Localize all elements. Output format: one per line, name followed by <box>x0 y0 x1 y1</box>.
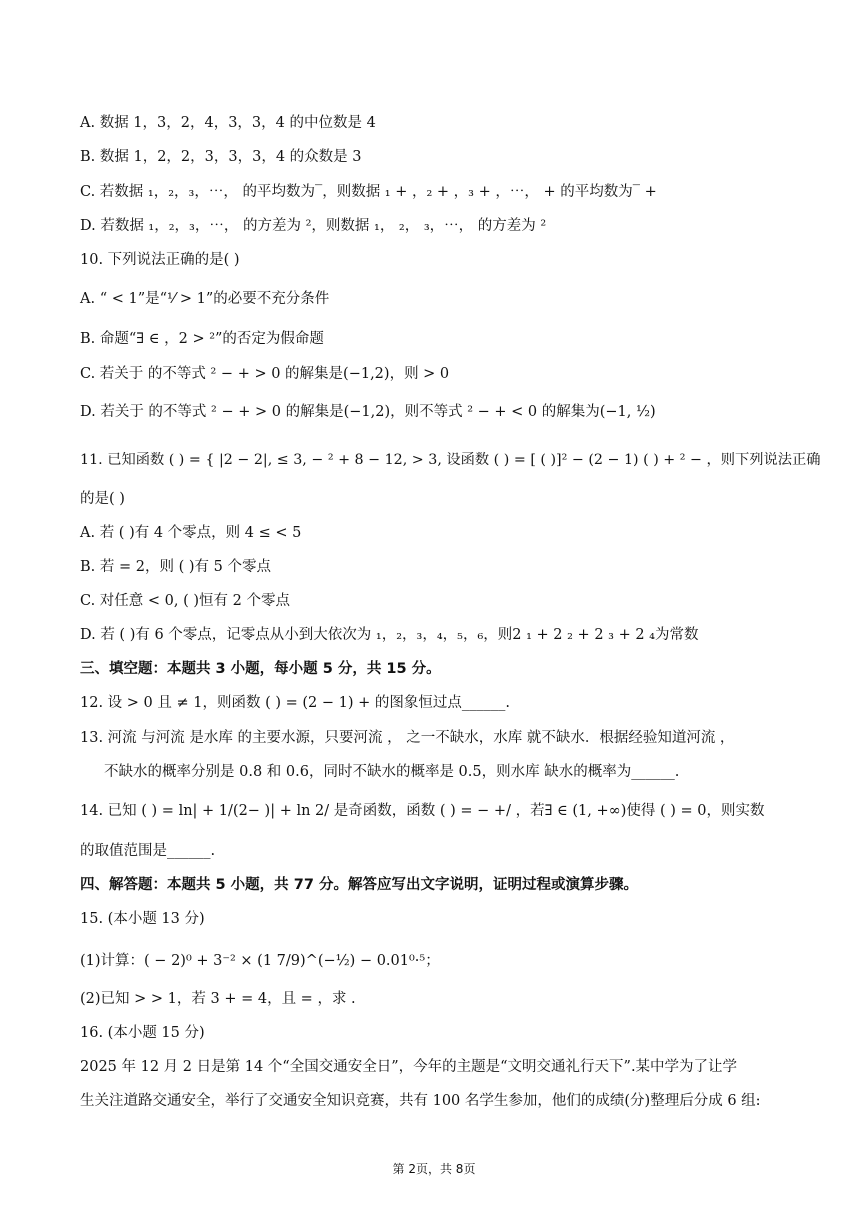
option-11b: B. 若 = 2，则 ( )有 5 个零点 <box>80 559 271 575</box>
option-11c: C. 对任意 < 0, ( )恒有 2 个零点 <box>80 593 290 609</box>
option-10b: B. 命题“∃ ∈ ，2 > ²”的否定为假命题 <box>80 331 324 347</box>
question-11-cont: 的是( ) <box>80 491 125 507</box>
question-16: 16. (本小题 15 分) <box>80 1025 205 1041</box>
option-9d: D. 若数据 ₁，₂，₃，⋯， 的方差为 ²，则数据 ₁， ₂， ₃，⋯， 的方差为 ² <box>80 218 547 234</box>
question-15-part1: (1)计算：( − 2)⁰ + 3⁻² × (1 7/9)^(−½) − 0.01⁰·⁵； <box>80 953 440 969</box>
question-14-cont: 的取值范围是______. <box>80 843 216 859</box>
question-15-part2: (2)已知 > > 1，若 3 + = 4，且 = ，求 . <box>80 991 356 1007</box>
option-9b: B. 数据 1，2，2，3，3，3，4 的众数是 3 <box>80 149 362 165</box>
question-15: 15. (本小题 13 分) <box>80 911 205 927</box>
option-10d: D. 若关于 的不等式 ² − + > 0 的解集是(−1,2)，则不等式 ² − + < 0 的解集为(−1, ½) <box>80 404 656 420</box>
section-3-heading: 三、填空题：本题共 3 小题，每小题 5 分，共 15 分。 <box>80 661 441 677</box>
option-10c: C. 若关于 的不等式 ² − + > 0 的解集是(−1,2)，则 > 0 <box>80 366 450 382</box>
question-10: 10. 下列说法正确的是( ) <box>80 252 240 268</box>
option-9c: C. 若数据 ₁，₂，₃，⋯， 的平均数为‾，则数据 ₁ + ，₂ + ，₃ + ，⋯， + 的平均数为‾ + <box>80 184 657 200</box>
question-12: 12. 设 > 0 且 ≠ 1，则函数 ( ) = (2 − 1) + 的图象恒过点______. <box>80 695 510 711</box>
section-4-heading: 四、解答题：本题共 5 小题，共 77 分。解答应写出文字说明，证明过程或演算步骤。 <box>80 877 638 893</box>
question-14: 14. 已知 ( ) = ln| + 1/(2− )| + ln 2/ 是奇函数，函数 ( ) = − +/ ，若∃ ∈ (1, +∞)使得 ( ) = 0，则实数 <box>80 803 765 819</box>
page-footer: 第 2页，共 8页 <box>392 1162 476 1176</box>
option-10a: A. “ < 1”是“¹⁄ > 1”的必要不充分条件 <box>80 291 330 307</box>
question-13-cont: 不缺水的概率分别是 0.8 和 0.6，同时不缺水的概率是 0.5，则水库 缺水的概率为______. <box>104 764 680 780</box>
option-9a: A. 数据 1，3，2，4，3，3，4 的中位数是 4 <box>80 115 376 131</box>
question-16-text-1: 2025 年 12 月 2 日是第 14 个“全国交通安全日”，今年的主题是“文明交通礼行天下”.某中学为了让学 <box>80 1059 738 1075</box>
option-11a: A. 若 ( )有 4 个零点，则 4 ≤ < 5 <box>80 525 302 541</box>
option-11d: D. 若 ( )有 6 个零点，记零点从小到大依次为 ₁，₂，₃，₄，₅，₆，则2 ₁ + 2 ₂ + 2 ₃ + 2 ₄为常数 <box>80 627 699 643</box>
question-16-text-2: 生关注道路交通安全，举行了交通安全知识竞赛，共有 100 名学生参加，他们的成绩(分)整理后分成 6 组: <box>80 1093 761 1109</box>
question-11: 11. 已知函数 ( ) = { |2 − 2|, ≤ 3, − ² + 8 − 12, > 3, 设函数 ( ) = [ ( )]² − (2 − 1) ( ) + ² − ，则下列说法正确 <box>80 452 821 468</box>
question-13: 13. 河流 与河流 是水库 的主要水源，只要河流 ， 之一不缺水，水库 就不缺水．根据经验知道河流 ， <box>80 730 735 746</box>
